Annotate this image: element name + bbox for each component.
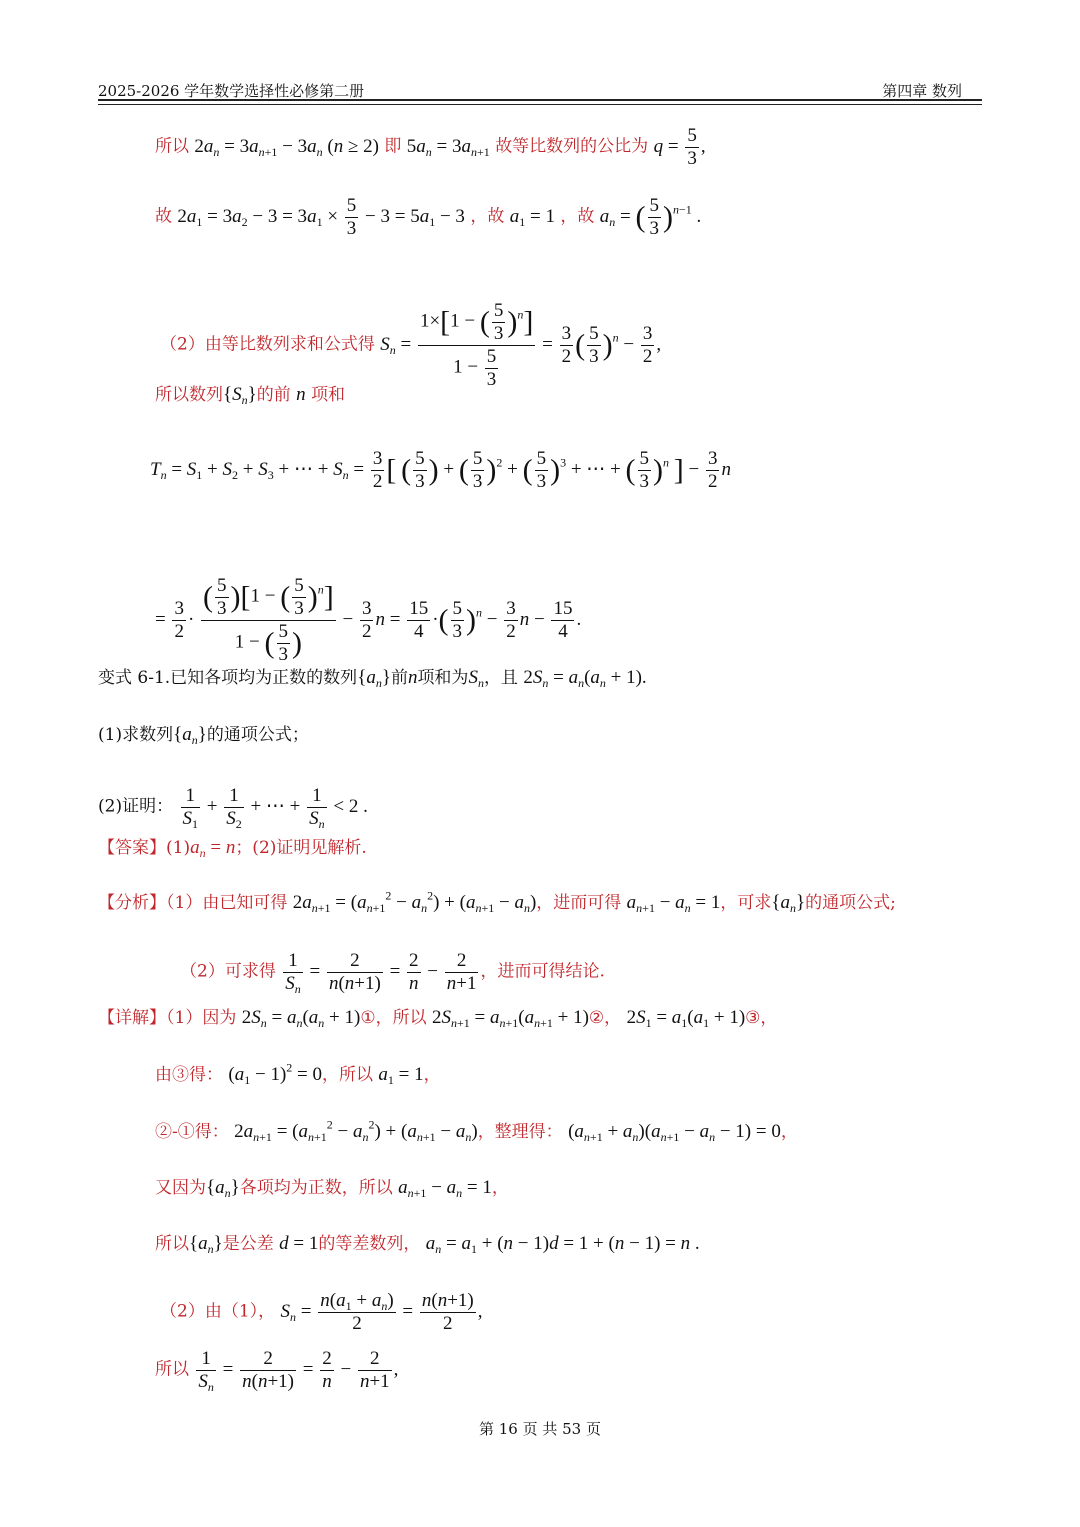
question-2: (2)证明： $\frac{1}{S_1}$ + $\frac{1}{S_2}$ + ⋯ + $\frac{1}{S_n}$ < 2 . [98, 785, 368, 832]
header-rule-thick [98, 99, 982, 101]
line-ratio: 所以 $2a_n = 3a_{n+1} - 3a_n$ (n ≥ 2) 即 $5a_n = 3a_{n+1}$ 故等比数列的公比为 q = $\frac{5}{3}$ , [155, 125, 706, 169]
detail-2: 由③得： $(a_1 - 1)^2 = 0$，所以 $a_1 = 1$， [155, 1060, 441, 1088]
line-a1: 故 $2a_1 = 3a_2 - 3 = 3a_1$ × $\frac{5}{3}$ − $3 = 5a_1 - 3$ ，故 $a_1 = 1$ ，故 $a_n$ = ( $\frac{5}{3}$ )$^{n-1}$ . [155, 195, 702, 239]
question-1: (1)求数列$\{a_n\}$的通项公式； [98, 724, 309, 748]
header-rule-thin [98, 104, 982, 105]
header-right: 第四章 数列 [882, 82, 962, 100]
detail-tag: 【详解】 [98, 1008, 166, 1028]
detail-1: 【详解】（1）因为 $2S_n = a_n(a_n$ + 1)①，所以 $2S_{n+1} = a_{n+1}(a_{n+1}$ + 1)②， $2S_1 = a_1(a_1$ + 1)③， [98, 1007, 778, 1031]
detail-4: 又因为$\{a_n\}$各项均为正数，所以 $a_{n+1} - a_n = 1$， [155, 1177, 509, 1201]
detail-3: ②-①得： $2a_{n+1} = (a_{n+1}^2 - a_n^2) + (a_{n+1} - a_n)$，整理得： $(a_{n+1} + a_n)(a_{n+1} - a_n - 1) = 0$， [155, 1117, 798, 1145]
line-sn: （2）由等比数列求和公式得 $S_n$ = 1×[1 − ( $\frac{5}{3}$ )$^n$] 1 − $\frac{5}{3}$ = $\frac{3}{2}$ ( $\frac{5}{3}$ )$^n$ − $\frac{3}{2}$ , [160, 300, 662, 390]
page-footer: 第 16 页 共 53 页 [478, 1420, 601, 1438]
detail-6: （2）由（1）， $S_n$ = $\frac{n(a_1 + a_n)}{2}$ = $\frac{n(n+1)}{2}$ , [160, 1290, 483, 1334]
variant-title: 变式 6-1.已知各项均为正数的数列$\{a_n\}$前n项和为$S_n$，且 $2S_n = a_n(a_n + 1)$. [98, 667, 647, 691]
answer-tag: 【答案】 [98, 838, 166, 858]
detail-5: 所以$\{a_n\}$是公差 d = 1的等差数列， $a_n = a_1 + (n - 1)d = 1 + (n - 1) = n$ . [155, 1233, 700, 1257]
line-tn-result: = $\frac{3}{2}$ · ( $\frac{5}{3}$ )[1 − ( $\frac{5}{3}$ )$^n$] 1 − ( $\frac{5}{3}$ ) − $\frac{3}{2}$ n = $\frac{15}{4}$ ·( $\frac{5}{3}$ )$^n$ − $\frac{3}{2}$ n − $\frac{15}{4}$ . [155, 575, 582, 665]
analysis-tag: 【分析】 [98, 893, 166, 913]
header-left: 2025-2026 学年数学选择性必修第二册 [98, 82, 365, 100]
line-tn-sum: $T_n = S_1 + S_2 + S_3$ + ⋯ + $S_n$ = $\frac{3}{2}$ [ ( $\frac{5}{3}$ ) + ( $\frac{5}{3}$ )$^2$ + ( $\frac{5}{3}$ )$^3$ + ⋯ + ( $\frac{5}{3}$ )$^n$ ] − $\frac{3}{2}$ n [150, 448, 731, 492]
answer-line: 【答案】$(1)a_n = n$；(2)证明见解析. [98, 837, 367, 861]
detail-7: 所以 $\frac{1}{S_n}$ = $\frac{2}{n(n+1)}$ = $\frac{2}{n}$ − $\frac{2}{n+1}$ , [155, 1348, 399, 1395]
analysis-1: 【分析】（1）由已知可得 $2a_{n+1} = (a_{n+1}^2 - a_n^2) + (a_{n+1} - a_n)$，进而可得 $a_{n+1} - a_n = 1$，可求$\{a_n\}$的通项公式; [98, 888, 896, 916]
line-tn-intro: 所以数列$\{S_n\}$的前 n 项和 [155, 384, 346, 408]
analysis-2: （2）可求得 $\frac{1}{S_n}$ = $\frac{2}{n(n+1)}$ = $\frac{2}{n}$ − $\frac{2}{n+1}$ ，进而可得结论. [180, 950, 605, 997]
